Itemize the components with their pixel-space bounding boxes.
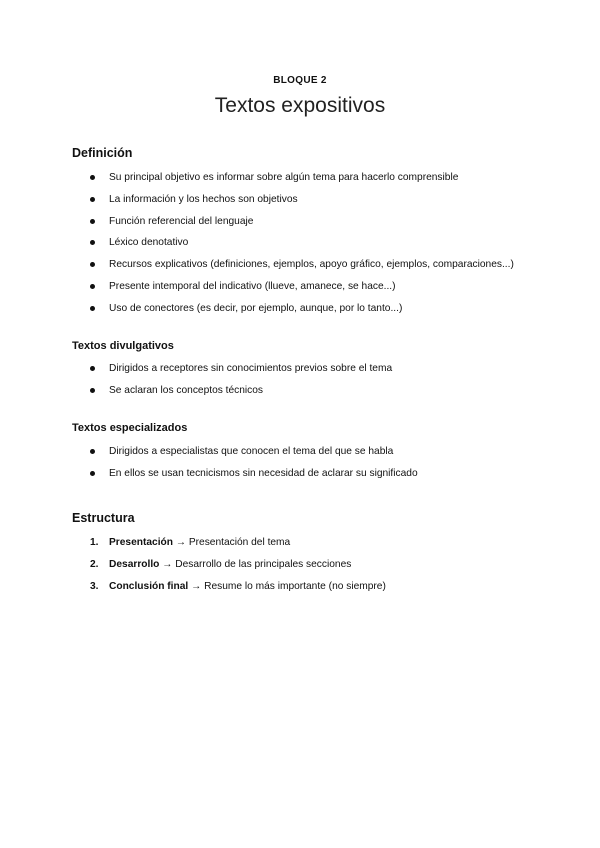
bullet-icon <box>90 262 95 267</box>
list-item <box>0 580 386 602</box>
list-item-text: Se aclaran los conceptos técnicos <box>109 384 264 396</box>
bullet-icon <box>90 175 95 180</box>
list-item <box>0 193 514 215</box>
especializados-list <box>0 445 418 489</box>
arrow-icon: → <box>188 580 205 592</box>
list-item-text: Dirigidos a especialistas que conocen el tema del que se habla <box>109 446 394 457</box>
list-item <box>0 536 386 558</box>
list-item-text: Léxico denotativo <box>109 237 189 249</box>
list-item-text: En ellos se usan tecnicismos sin necesidad de aclarar su significado <box>109 467 418 479</box>
definicion-list <box>0 171 514 324</box>
bullet-icon <box>90 449 95 454</box>
bullet-icon <box>90 366 95 371</box>
list-item-number: 3. <box>90 580 99 592</box>
list-item <box>0 258 514 280</box>
page-title: Textos expositivos <box>214 94 386 117</box>
list-item-description: Presentación del tema <box>188 537 291 548</box>
bullet-icon <box>90 471 95 476</box>
list-item <box>0 445 418 467</box>
list-item-number: 2. <box>90 558 99 570</box>
list-item-term: Conclusión final <box>109 580 189 592</box>
list-item <box>0 236 514 258</box>
list-item-text: Dirigidos a receptores sin conocimientos previos sobre el tema <box>109 363 393 374</box>
list-item <box>0 171 514 193</box>
section-heading-divulgativos: Textos divulgativos <box>72 340 174 352</box>
list-item <box>0 384 392 406</box>
list-item-text: Función referencial del lenguaje <box>109 215 254 227</box>
list-item-term: Desarrollo <box>109 558 160 570</box>
divulgativos-list <box>0 362 392 406</box>
list-item-text: Su principal objetivo es informar sobre algún tema para hacerlo comprensible <box>109 172 459 183</box>
bullet-icon <box>90 219 95 224</box>
bullet-icon <box>90 197 95 202</box>
list-item-text: Presente intemporal del indicativo (llueve, amanece, se hace...) <box>109 280 396 292</box>
list-item-number: 1. <box>90 537 99 548</box>
list-item <box>0 280 514 302</box>
list-item-text: Recursos explicativos (definiciones, ejemplos, apoyo gráfico, ejemplos, comparaciones...) <box>109 259 514 271</box>
list-item-text: La información y los hechos son objetivos <box>109 193 298 205</box>
list-item <box>0 215 514 237</box>
list-item <box>0 362 392 384</box>
list-item <box>0 467 418 489</box>
section-heading-estructura: Estructura <box>72 511 135 525</box>
list-item-term: Presentación <box>109 537 173 548</box>
section-heading-definicion: Definición <box>72 146 133 160</box>
list-item-text: Uso de conectores (es decir, por ejemplo, aunque, por lo tanto...) <box>109 302 403 314</box>
bullet-icon <box>90 284 95 289</box>
section-heading-especializados: Textos especializados <box>72 422 188 434</box>
bullet-icon <box>90 240 95 245</box>
bullet-icon <box>90 388 95 393</box>
bullet-icon <box>90 306 95 311</box>
list-item-description: Resume lo más importante (no siempre) <box>204 580 386 592</box>
list-item <box>0 558 386 580</box>
list-item-description: Desarrollo de las principales secciones <box>175 558 352 570</box>
list-item <box>0 302 514 324</box>
arrow-icon: → <box>172 537 189 548</box>
estructura-list <box>0 536 386 601</box>
block-label: BLOQUE 2 <box>273 75 327 86</box>
arrow-icon: → <box>159 558 176 570</box>
